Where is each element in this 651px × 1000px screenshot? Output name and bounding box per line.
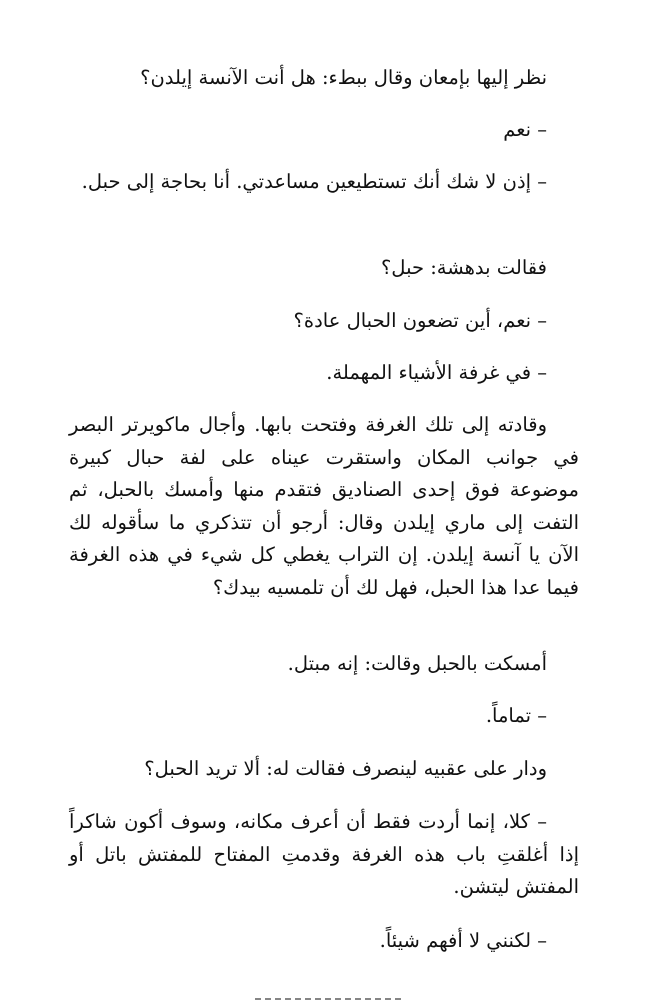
paragraph-6: – في غرفة الأشياء المهملة.	[326, 361, 547, 384]
paragraph-4: فقالت بدهشة: حبل؟	[380, 256, 547, 279]
paragraph-3: – إذن لا شك أنك تستطيعين مساعدتي. أنا بحاجة إلى حبل.	[81, 170, 547, 193]
paragraph-8: أمسكت بالحبل وقالت: إنه مبتل.	[287, 652, 547, 675]
paragraph-5: – نعم، أين تضعون الحبال عادة؟	[293, 309, 547, 332]
paragraph-11: – كلا، إنما أردت فقط أن أعرف مكانه، وسوف أكون شاكراً إذا أغلقتِ باب هذه الغرفة وقدمتِ المفتاح للمفتش باتل أو المفتش ليتشن.	[69, 810, 579, 898]
paragraph-1: نظر إليها بإمعان وقال ببطء: هل أنت الآنسة إيلدن؟	[140, 66, 547, 89]
paragraph-12: – لكنني لا أفهم شيئاً.	[379, 929, 547, 952]
paragraph-2: – نعم	[503, 118, 547, 141]
paragraph-10: ودار على عقبيه لينصرف فقالت له: ألا تريد الحبل؟	[144, 757, 547, 780]
cut-off-next-line	[251, 985, 401, 1000]
paragraph-9: – تماماً.	[485, 704, 547, 727]
paragraph-7: وقادته إلى تلك الغرفة وفتحت بابها. وأجال ماكويرتر البصر في جوانب المكان واستقرت عيناه على لفة حبال كبيرة موضوعة فوق إحدى الصناديق فتقدم منها وأمسك بالحبل، ثم التفت إلى ماري إيلدن وقال: أرجو أن تتذكري ما سأقوله لك الآن يا آنسة إيلدن. إن التراب يغطي كل شيء في هذه الغرفة فيما عدا هذا الحبل، فهل لك أن تلمسيه بيدك؟	[69, 413, 579, 599]
